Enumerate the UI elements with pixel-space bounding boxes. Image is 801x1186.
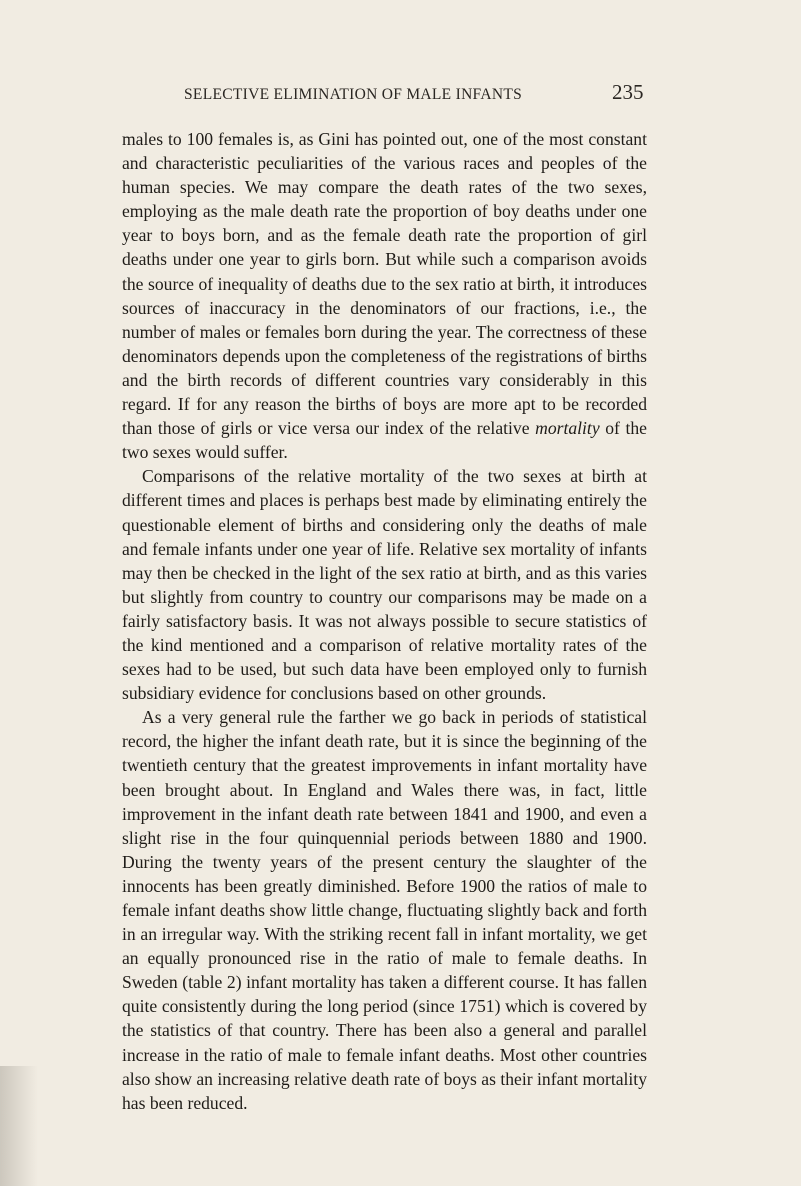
paragraph-3: As a very general rule the farther we go back in periods of statistical record, the higher the infant death rate, but it is since the beginning of the twentieth century that the greatest improvements in infant mortality have been brought about. In England and Wales there was, in fact, little improvement in the infant death rate between 1841 and 1900, and even a slight rise in the four quinquennial periods between 1880 and 1900. During the twenty years of the present century the slaughter of the innocents has been greatly diminished. Before 1900 the ratios of male to female infant deaths show little change, fluctuating slightly back and forth in an irregular way. With the striking recent fall in infant mortality, we get an equally pronounced rise in the ratio of male to female deaths. In Sweden (table 2) infant mortality has taken a different course. It has fallen quite consistently during the long period (since 1751) which is covered by the statistics of that country. There has been also a general and parallel increase in the ratio of male to female infant deaths. Most other countries also show an increasing relative death rate of boys as their infant mortality has been reduced. — [122, 707, 647, 1113]
body-text — [122, 127, 647, 1115]
paragraph-1-text: males to 100 females is, as Gini has pointed out, one of the most constant and characteristic peculiarities of the various races and peoples of the human species. We may compare the death rates of the two sexes, employing as the male death rate the proportion of boy deaths under one year to boys born, and as the female death rate the proportion of girl deaths under one year to girls born. But while such a comparison avoids the source of inequality of deaths due to the sex ratio at birth, it introduces sources of inaccuracy in the denominators of our fractions, i.e., the number of males or females born during the year. The correctness of these denominators depends upon the completeness of the registrations of births and the birth records of different countries vary considerably in this regard. If for any reason the births of boys are more apt to be recorded than those of girls or vice versa our index of the relative — [122, 129, 647, 439]
running-head: SELECTIVE ELIMINATION OF MALE INFANTS — [184, 86, 523, 103]
page-number: 235 — [612, 80, 644, 104]
emphasized-word: mortality — [535, 418, 600, 439]
scan-edge-shadow — [0, 1066, 38, 1186]
paragraph-2: Comparisons of the relative mortality of the two sexes at birth at different times and places is perhaps best made by eliminating entirely the questionable element of births and considering only the deaths of male and female infants under one year of life. Relative sex mortality of infants may then be checked in the light of the sex ratio at birth, and as this varies but slightly from country to country our comparisons may be made on a fairly satisfactory basis. It was not always possible to secure statistics of the kind mentioned and a comparison of relative mortality rates of the sexes had to be used, but such data have been employed only to furnish subsidiary evidence for conclusions based on other grounds. — [122, 466, 647, 704]
paragraph-1 — [122, 127, 647, 464]
paragraph-1-text-end: of the two sexes would suffer. — [122, 418, 647, 463]
